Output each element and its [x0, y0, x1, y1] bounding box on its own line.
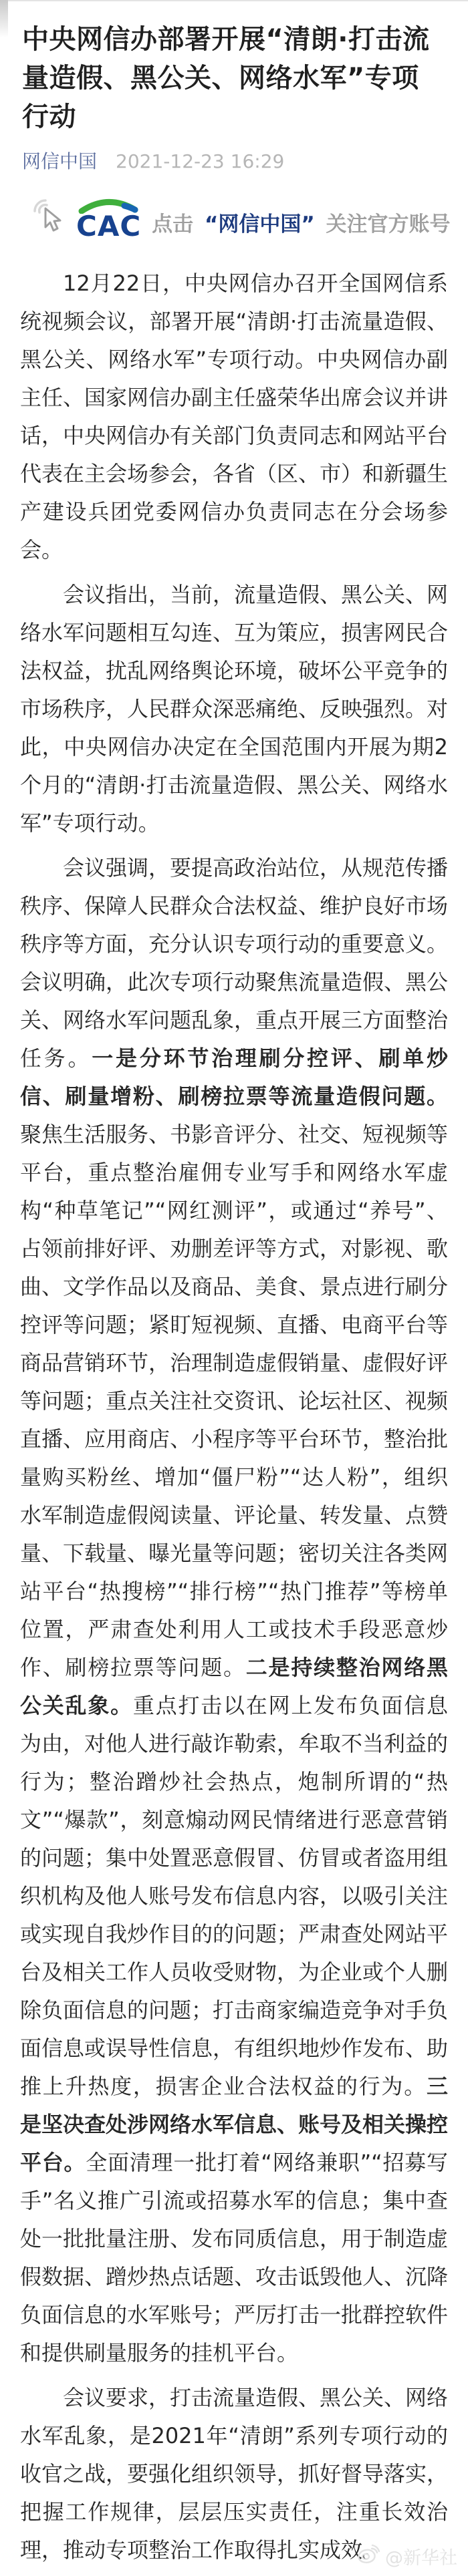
paragraph-text: 重点打击以在网上发布负面信息为由，对他人进行敲诈勒索，牟取不当利益的行为；整治蹭炒社会热点，炮制所谓的“热文”“爆款”，刻意煽动网民情绪进行恶意营销的问题；集中处置恶意假冒、仿冒或者盗用组织机构及他人账号发布信息内容，以吸引关注或实现自我炒作目的的问题；严肃查处网站平台及相关工作人员收受财物，为企业或个人删除负面信息的问题；打击商家编造竞争对手负面信息或误导性信息，有组织地炒作发布、助推上升热度，损害企业合法权益的行为。 — [20, 1693, 449, 2099]
cac-arc-icon — [76, 198, 140, 216]
watermark — [357, 2543, 457, 2569]
screen-corner-artifact — [0, 0, 8, 37]
weibo-icon — [357, 2544, 380, 2569]
paragraph-text-bold: 一是分环节治理刷分控评、刷单炒信、刷量增粉、刷榜拉票等流量造假问题。 — [20, 1045, 448, 1109]
click-label: 点击 — [152, 212, 194, 236]
paragraph-text: 聚焦生活服务、书影音评分、社交、短视频等平台，重点整治雇佣专业写手和网络水军虚构“种草笔记”“网红测评”，或通过“养号”、占领前排好评、劝删差评等方式，对影视、歌曲、文学作品以及商品、美食、景点进行刷分控评等问题；紧盯短视频、直播、电商平台等商品营销环节，治理制造虚假销量、虚假好评等问题；重点关注社交资讯、论坛社区、视频直播、应用商店、小程序等平台环节，整治批量购买粉丝、增加“僵尸粉”“达人粉”，组织水军制造虚假阅读量、评论量、转发量、点赞量、下载量、曝光量等问题；密切关注各类网站平台“热搜榜”“排行榜”“热门推荐”等榜单位置，严肃查处利用人工或技术手段恶意炒作、刷榜拉票等问题。 — [20, 1122, 449, 1680]
account-name: “网信中国” — [204, 212, 315, 236]
paragraph — [20, 576, 448, 842]
article-body — [20, 265, 448, 2569]
cac-logo-text: CAC — [76, 209, 142, 243]
paragraph-text: 会议指出，当前，流量造假、黑公关、网络水军问题相互勾连、互为策应，损害网民合法权益，扰乱网络舆论环境，破坏公平竞争的市场秩序，人民群众深恶痛绝、反映强烈。对此，中央网信办决定在全国范围内开展为期2个月的“清朗·打击流量造假、黑公关、网络水军”专项行动。 — [20, 582, 449, 836]
follow-banner[interactable] — [31, 196, 451, 246]
cac-logo — [76, 200, 141, 243]
author-link[interactable]: 网信中国 — [22, 150, 98, 172]
paragraph — [20, 2379, 448, 2569]
paragraph-text: 12月22日，中央网信办召开全国网信系统视频会议，部署开展“清朗·打击流量造假、黑公关、网络水军”专项行动。中央网信办副主任、国家网信办副主任盛荣华出席会议并讲话，中央网信办有关部门负责同志和网站平台代表在主会场参会，各省（区、市）和新疆生产建设兵团党委网信办负责同志在分会场参会。 — [20, 271, 449, 562]
paragraph-text-bold: 二是持续整治网络黑公关乱象。 — [20, 1655, 448, 1718]
publish-date: 2021-12-23 16:29 — [116, 150, 285, 172]
follow-label: 关注官方账号 — [326, 212, 451, 236]
watermark-text: @新华社 — [385, 2548, 457, 2569]
article-meta — [22, 147, 446, 174]
paragraph-text-bold: 三是坚决查处涉网络水军信息、账号及相关操控平台。 — [20, 2074, 449, 2175]
paragraph — [20, 849, 448, 2372]
follow-banner-text — [152, 207, 450, 237]
cursor-click-icon — [31, 196, 66, 238]
page-title: 中央网信办部署开展“清朗·打击流量造假、黑公关、网络水军”专项行动 — [22, 24, 430, 132]
top-edge-line — [0, 0, 468, 1]
paragraph — [20, 265, 448, 569]
paragraph-text: 会议要求，打击流量造假、黑公关、网络水军乱象，是2021年“清朗”系列专项行动的收官之战，要强化组织领导，抓好督导落实，把握工作规律，层层压实责任，注重长效治理，推动专项整治工作取得扎实成效。 — [20, 2385, 449, 2563]
paragraph-text: 会议强调，要提高政治站位，从规范传播秩序、保障人民群众合法权益、维护良好市场秩序等方面，充分认识专项行动的重要意义。会议明确，此次专项行动聚焦流量造假、黑公关、网络水军问题乱象，重点开展三方面整治任务。 — [20, 855, 449, 1071]
paragraph-text: 全面清理一批打着“网络兼职”“招募写手”名义推广引流或招募水军的信息；集中查处一批批量注册、发布同质信息，用于制造虚假数据、蹭炒热点话题、攻击诋毁他人、沉降负面信息的水军账号；严厉打击一批群控软件和提供刷量服务的挂机平台。 — [20, 2150, 449, 2366]
